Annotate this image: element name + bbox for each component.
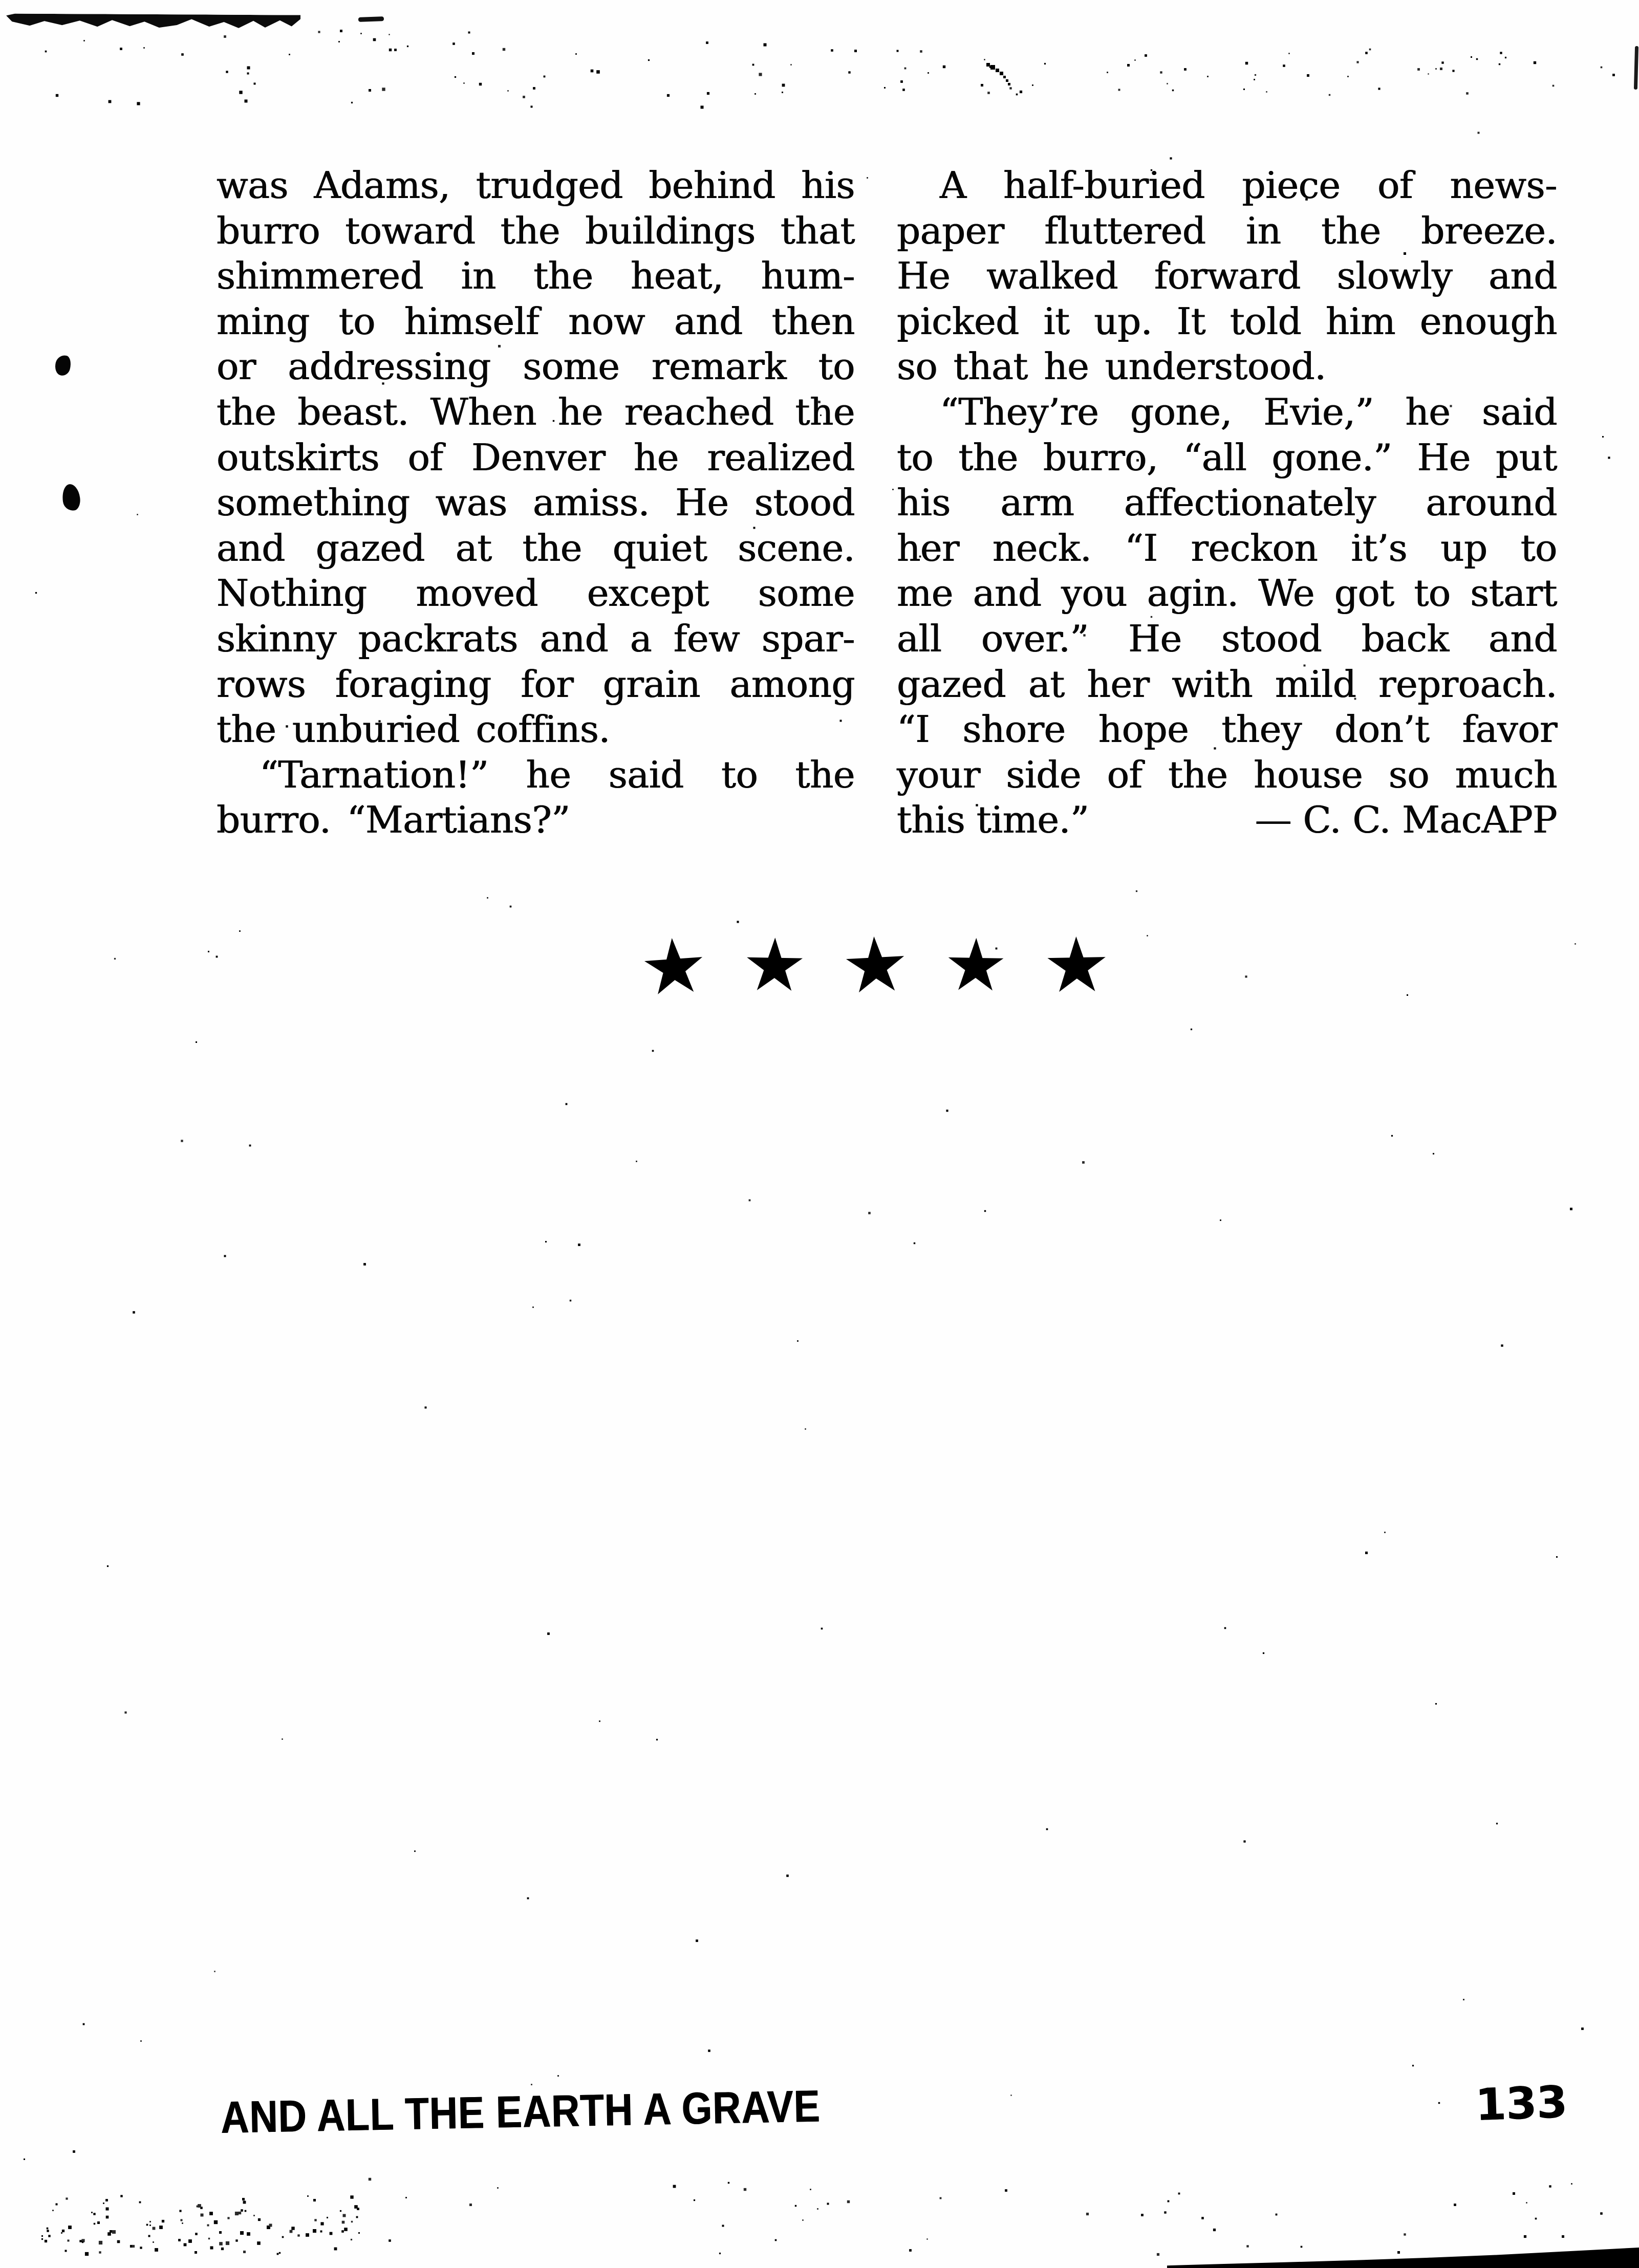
word: so bbox=[1388, 753, 1430, 796]
word: back bbox=[1361, 617, 1449, 660]
word: gone, bbox=[1130, 390, 1232, 433]
word: some bbox=[758, 572, 855, 615]
word: at bbox=[455, 526, 492, 570]
word: me bbox=[897, 572, 953, 615]
word: He bbox=[1417, 435, 1471, 479]
star-separator bbox=[637, 919, 1112, 1013]
word: agin. bbox=[1147, 572, 1239, 615]
word: A bbox=[940, 164, 966, 207]
word: up. bbox=[1094, 299, 1153, 343]
word: the bbox=[1321, 209, 1381, 252]
word: house bbox=[1254, 753, 1363, 796]
word: foraging bbox=[335, 662, 491, 706]
word: beast. bbox=[297, 390, 409, 433]
right-column-text bbox=[897, 163, 1557, 843]
word: scene. bbox=[738, 526, 855, 570]
text-line bbox=[217, 208, 855, 254]
word: start bbox=[1470, 572, 1557, 615]
word: it’s bbox=[1351, 526, 1408, 570]
word: breeze. bbox=[1421, 209, 1557, 252]
word: reproach. bbox=[1378, 662, 1557, 706]
word: up bbox=[1440, 526, 1487, 570]
text-line bbox=[897, 389, 1557, 435]
word: reached bbox=[624, 390, 774, 433]
text-line bbox=[897, 616, 1557, 662]
word: half-buried bbox=[1003, 164, 1205, 207]
text-line bbox=[897, 299, 1557, 344]
word: he bbox=[633, 435, 679, 479]
scan-artifact-top-streak bbox=[6, 13, 300, 28]
word: to bbox=[1520, 526, 1557, 570]
text-line: so that he understood. bbox=[897, 345, 1326, 388]
word: paper bbox=[897, 209, 1004, 252]
star-icon: ★ bbox=[1042, 920, 1112, 1010]
text-line bbox=[217, 389, 855, 435]
word: got bbox=[1334, 572, 1394, 615]
text-line bbox=[897, 662, 1557, 707]
word: heat, bbox=[631, 254, 724, 298]
word: burro, bbox=[1043, 435, 1158, 479]
word: now bbox=[568, 299, 645, 343]
text-line bbox=[217, 526, 855, 571]
word: picked bbox=[897, 299, 1019, 343]
word: the bbox=[958, 435, 1018, 479]
text-line bbox=[217, 616, 855, 662]
word: “all bbox=[1183, 435, 1247, 479]
word: her bbox=[1087, 662, 1150, 706]
star-icon: ★ bbox=[943, 923, 1009, 1008]
word: slowly bbox=[1336, 254, 1453, 298]
word: fluttered bbox=[1044, 209, 1206, 252]
word: spar- bbox=[761, 617, 855, 660]
word: arm bbox=[1000, 481, 1074, 525]
word: his bbox=[801, 164, 855, 207]
word: around bbox=[1426, 481, 1557, 525]
word: quiet bbox=[612, 526, 707, 570]
word: affectionately bbox=[1124, 481, 1376, 525]
word: Nothing bbox=[217, 572, 367, 615]
text-line: the unburied coffins. bbox=[217, 708, 610, 751]
text-line bbox=[217, 299, 855, 344]
word: and bbox=[217, 526, 285, 570]
word: he bbox=[526, 753, 571, 796]
word: favor bbox=[1462, 708, 1557, 751]
word: the bbox=[500, 209, 560, 252]
word: We bbox=[1258, 572, 1315, 615]
text-line bbox=[897, 707, 1557, 752]
word: moved bbox=[416, 572, 538, 615]
text-line bbox=[897, 480, 1557, 526]
word: shimmered bbox=[217, 254, 424, 298]
word: his bbox=[897, 481, 951, 525]
word: of bbox=[407, 435, 443, 479]
word: walked bbox=[986, 254, 1118, 298]
word: was bbox=[435, 481, 507, 525]
word: to bbox=[897, 435, 934, 479]
word: packrats bbox=[358, 617, 518, 660]
text-line bbox=[217, 253, 855, 299]
text-line bbox=[217, 571, 855, 616]
word: all bbox=[897, 617, 942, 660]
word: was bbox=[217, 164, 289, 207]
word: that bbox=[780, 209, 855, 252]
word: gone.” bbox=[1271, 435, 1392, 479]
word: he bbox=[1405, 390, 1451, 433]
scan-artifact-corner-shadow bbox=[1167, 2248, 1639, 2268]
word: reckon bbox=[1191, 526, 1318, 570]
text-line bbox=[897, 163, 1557, 208]
word: the bbox=[217, 390, 276, 433]
word: trudged bbox=[476, 164, 623, 207]
word: it bbox=[1043, 299, 1070, 343]
word: to bbox=[1414, 572, 1451, 615]
word: then bbox=[771, 299, 855, 343]
text-line: burro. “Martians?” bbox=[217, 798, 570, 842]
word: gazed bbox=[897, 662, 1006, 706]
word: of bbox=[1107, 753, 1142, 796]
word: few bbox=[673, 617, 740, 660]
word: news- bbox=[1450, 164, 1557, 207]
word: the bbox=[795, 390, 855, 433]
word: side bbox=[1006, 753, 1082, 796]
word: your bbox=[897, 753, 980, 796]
word: “I bbox=[1125, 526, 1158, 570]
word: enough bbox=[1419, 299, 1557, 343]
word: and bbox=[973, 572, 1042, 615]
word: he bbox=[557, 390, 603, 433]
running-footer-title: AND ALL THE EARTH A GRAVE bbox=[220, 2080, 821, 2143]
word: piece bbox=[1242, 164, 1341, 207]
word: stood bbox=[1221, 617, 1322, 660]
left-column-text bbox=[217, 163, 855, 843]
text-line bbox=[217, 662, 855, 707]
text-line bbox=[217, 480, 855, 526]
text-line bbox=[897, 526, 1557, 571]
word: and bbox=[1489, 254, 1557, 298]
word: over.” bbox=[981, 617, 1089, 660]
word: forward bbox=[1154, 254, 1301, 298]
text-line bbox=[217, 344, 855, 389]
word: buildings bbox=[585, 209, 756, 252]
word: to bbox=[721, 753, 758, 796]
word: the bbox=[1168, 753, 1228, 796]
text-line bbox=[897, 253, 1557, 299]
star-icon: ★ bbox=[637, 920, 711, 1013]
scan-artifact-speckles bbox=[0, 0, 1, 1]
word: neck. bbox=[992, 526, 1092, 570]
scan-artifact-edge-mark bbox=[1634, 46, 1638, 90]
scan-artifact-ink-blob bbox=[53, 354, 73, 377]
word: him bbox=[1325, 299, 1396, 343]
word: except bbox=[587, 572, 709, 615]
word: and bbox=[1489, 617, 1557, 660]
author-credit: — C. C. MacAPP bbox=[1255, 798, 1557, 842]
word: at bbox=[1028, 662, 1065, 706]
word: Evie,” bbox=[1263, 390, 1374, 433]
word: toward bbox=[345, 209, 476, 252]
word: “I bbox=[897, 708, 930, 751]
word: himself bbox=[404, 299, 540, 343]
word: and bbox=[674, 299, 743, 343]
text-line-fragment: this time.” bbox=[897, 798, 1089, 842]
page-number: 133 bbox=[1474, 2076, 1568, 2131]
word: outskirts bbox=[217, 435, 380, 479]
word: said bbox=[1481, 390, 1557, 433]
word: stood bbox=[754, 481, 855, 525]
word: the bbox=[795, 753, 855, 796]
scan-artifact-top-dash bbox=[358, 16, 384, 22]
word: in bbox=[1246, 209, 1281, 252]
text-line bbox=[217, 435, 855, 481]
scan-artifact-ink-blob bbox=[61, 483, 82, 512]
word: something bbox=[217, 481, 410, 525]
word: “Tarnation!” bbox=[260, 753, 489, 796]
word: to bbox=[338, 299, 375, 343]
word: hope bbox=[1098, 708, 1189, 751]
word: shore bbox=[962, 708, 1066, 751]
word: remark bbox=[651, 345, 787, 388]
word: to bbox=[818, 345, 855, 388]
word: behind bbox=[649, 164, 775, 207]
word: It bbox=[1176, 299, 1206, 343]
star-icon: ★ bbox=[839, 919, 912, 1011]
text-line bbox=[217, 163, 855, 208]
word: of bbox=[1377, 164, 1413, 207]
text-line bbox=[897, 435, 1557, 481]
word: addressing bbox=[288, 345, 491, 388]
word: amiss. bbox=[532, 481, 650, 525]
text-line bbox=[897, 208, 1557, 254]
word: you bbox=[1061, 572, 1128, 615]
word: some bbox=[523, 345, 620, 388]
word: skinny bbox=[217, 617, 337, 660]
word: Adams, bbox=[314, 164, 450, 207]
word: rows bbox=[217, 662, 306, 706]
word: “They’re bbox=[940, 390, 1099, 433]
word: for bbox=[521, 662, 574, 706]
word: don’t bbox=[1334, 708, 1430, 751]
word: said bbox=[608, 753, 684, 796]
word: put bbox=[1496, 435, 1557, 479]
star-icon: ★ bbox=[741, 922, 808, 1008]
word: the bbox=[533, 254, 593, 298]
word: gazed bbox=[315, 526, 425, 570]
word: He bbox=[897, 254, 951, 298]
word: He bbox=[1128, 617, 1182, 660]
word: a bbox=[630, 617, 652, 660]
word: they bbox=[1221, 708, 1302, 751]
word: her bbox=[897, 526, 959, 570]
word: hum- bbox=[761, 254, 855, 298]
word: much bbox=[1455, 753, 1557, 796]
word: mild bbox=[1275, 662, 1356, 706]
word: When bbox=[430, 390, 536, 433]
word: in bbox=[461, 254, 496, 298]
word: told bbox=[1230, 299, 1302, 343]
word: with bbox=[1172, 662, 1253, 706]
text-line bbox=[217, 752, 855, 798]
word: ming bbox=[217, 299, 310, 343]
word: Denver bbox=[471, 435, 606, 479]
word: and bbox=[540, 617, 609, 660]
word: He bbox=[675, 481, 729, 525]
word: among bbox=[729, 662, 855, 706]
text-line bbox=[897, 797, 1557, 843]
text-line bbox=[897, 571, 1557, 616]
word: the bbox=[522, 526, 582, 570]
word: burro bbox=[217, 209, 320, 252]
word: grain bbox=[602, 662, 700, 706]
word: realized bbox=[707, 435, 855, 479]
text-line bbox=[897, 752, 1557, 798]
word: or bbox=[217, 345, 256, 388]
